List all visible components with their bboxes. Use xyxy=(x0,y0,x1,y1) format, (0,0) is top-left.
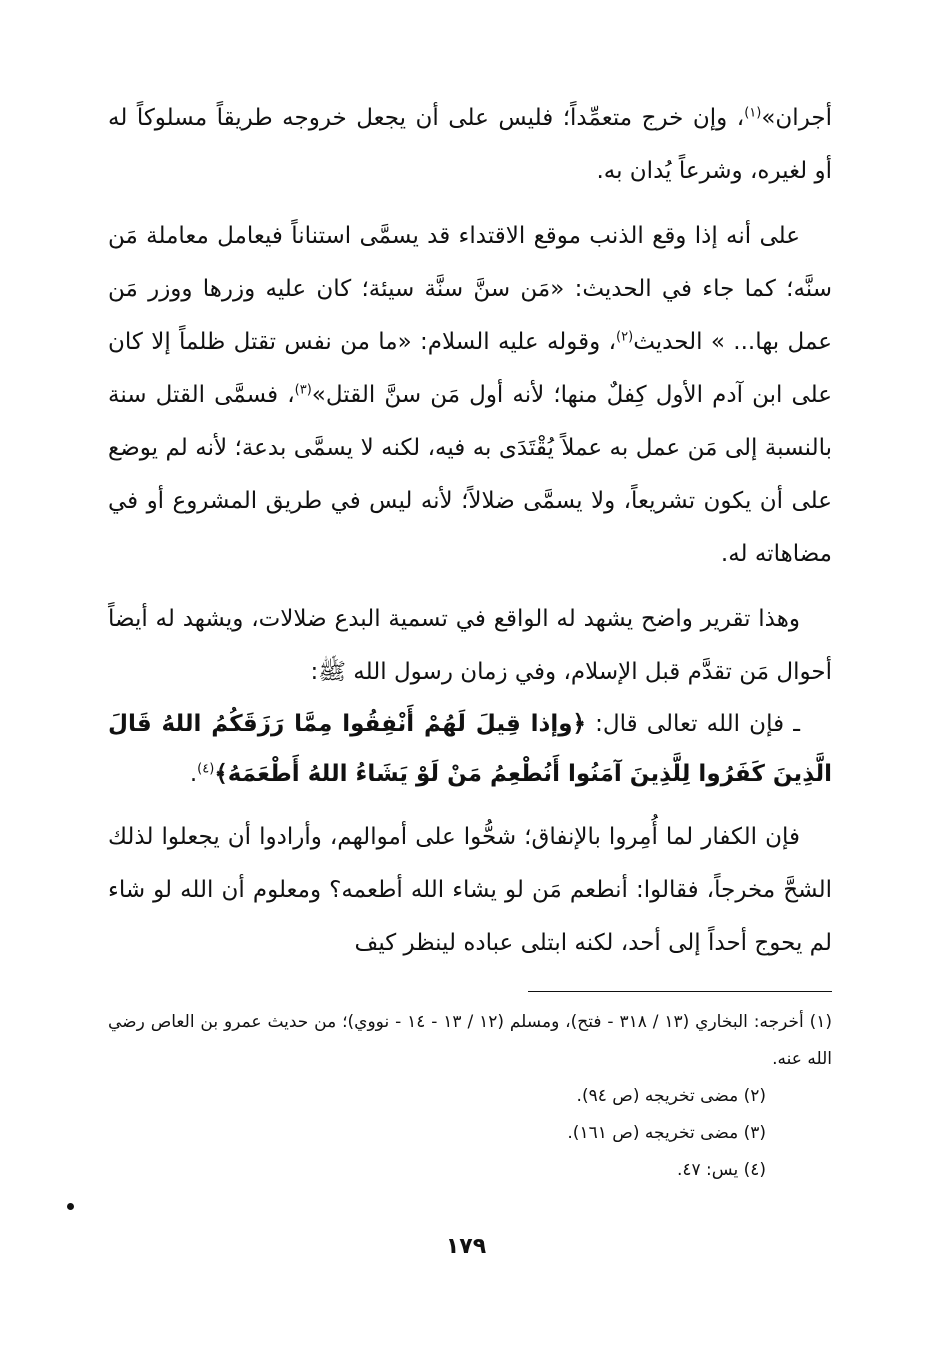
paragraph-1-rest: ، وإن خرج متعمِّداً؛ فليس على أن يجعل خروجه طريقاً مسلوكاً له أو لغيره، وشرعاً يُدان به. xyxy=(108,105,832,184)
footnote-4: (٤) يس: ٤٧. xyxy=(676,1160,766,1180)
footnote-1: (١) أخرجه: البخاري (١٣ / ٣١٨ - فتح)، ومسلم (١٢ / ١٣ - ١٤ - نووي)؛ من حديث عمرو بن العاص رضي الله عنه. xyxy=(108,1012,833,1069)
paragraph-2-part-b: ، وقوله عليه السلام: «ما من نفس تقتل ظلماً إلا كان على ابن آدم الأول كِفلٌ منها؛ لأنه أول مَن سنَّ القتل» xyxy=(108,329,832,408)
quran-end: . xyxy=(189,761,198,787)
footnote-ref-4: (٤) xyxy=(197,761,215,777)
page-number: ١٧٩ xyxy=(445,1234,487,1259)
paragraph-3: وهذا تقرير واضح يشهد له الواقع في تسمية البدع ضلالات، ويشهد له أيضاً أحوال مَن تقدَّم قبل الإسلام، وفي زمان رسول الله ﷺ: xyxy=(108,606,832,685)
paragraph-5: فإن الكفار لما أُمِروا بالإنفاق؛ شحُّوا على أموالهم، وأرادوا أن يجعلوا لذلك الشحَّ مخرجاً، فقالوا: أنطعم مَن لو يشاء الله أطعمه؟ ومعلوم أن الله لو شاء لم يحوج أحداً إلى أحد، لكنه ابتلى عباده لينظر كيف xyxy=(108,824,832,956)
paragraph-1 xyxy=(108,92,832,198)
main-text xyxy=(108,92,832,970)
footnote-ref-2: (٢) xyxy=(616,329,634,345)
quran-intro: ـ فإن الله تعالى قال: xyxy=(585,711,800,737)
paragraph-1-start: أجران» xyxy=(761,105,832,131)
stray-dot-mark xyxy=(67,1203,74,1210)
quran-verse: ﴿وإذا قِيلَ لَهُمْ أَنْفِقُوا مِمَّا رَزَقَكُمُ اللهُ قَالَ الَّذِينَ كَفَرُوا لِلَّذِينَ آمَنُوا أَنُطْعِمُ مَنْ لَوْ يَشَاءُ اللهُ أَطْعَمَهُ﴾ xyxy=(108,711,832,787)
paragraph-2-part-c: ، فسمَّى القتل سنة بالنسبة إلى مَن عمل به عملاً يُقْتَدَى به فيه، لكنه لا يسمَّى بدعة؛ لأنه لم يوضع على أن يكون تشريعاً، ولا يسمَّى ضلالاً؛ لأنه ليس في طريق المشروع أو في مضاهاته له. xyxy=(108,382,832,567)
footnote-separator xyxy=(528,991,832,992)
footnote-2: (٢) مضى تخريجه (ص ٩٤). xyxy=(576,1086,766,1106)
footnotes xyxy=(108,1004,832,1189)
footnote-ref-3: (٣) xyxy=(294,382,312,398)
quran-quote-paragraph xyxy=(108,699,832,799)
paragraph-2 xyxy=(108,210,832,581)
footnote-ref-1: (١) xyxy=(744,105,762,121)
footnote-3: (٣) مضى تخريجه (ص ١٦١). xyxy=(567,1123,766,1143)
paragraph-2-part-a: على أنه إذا وقع الذنب موقع الاقتداء قد يسمَّى استناناً فيعامل معاملة مَن سنَّه؛ كما جاء في الحديث: «مَن سنَّ سنَّة سيئة؛ كان عليه وزرها ووزر مَن عمل بها... » الحديث xyxy=(108,223,832,355)
